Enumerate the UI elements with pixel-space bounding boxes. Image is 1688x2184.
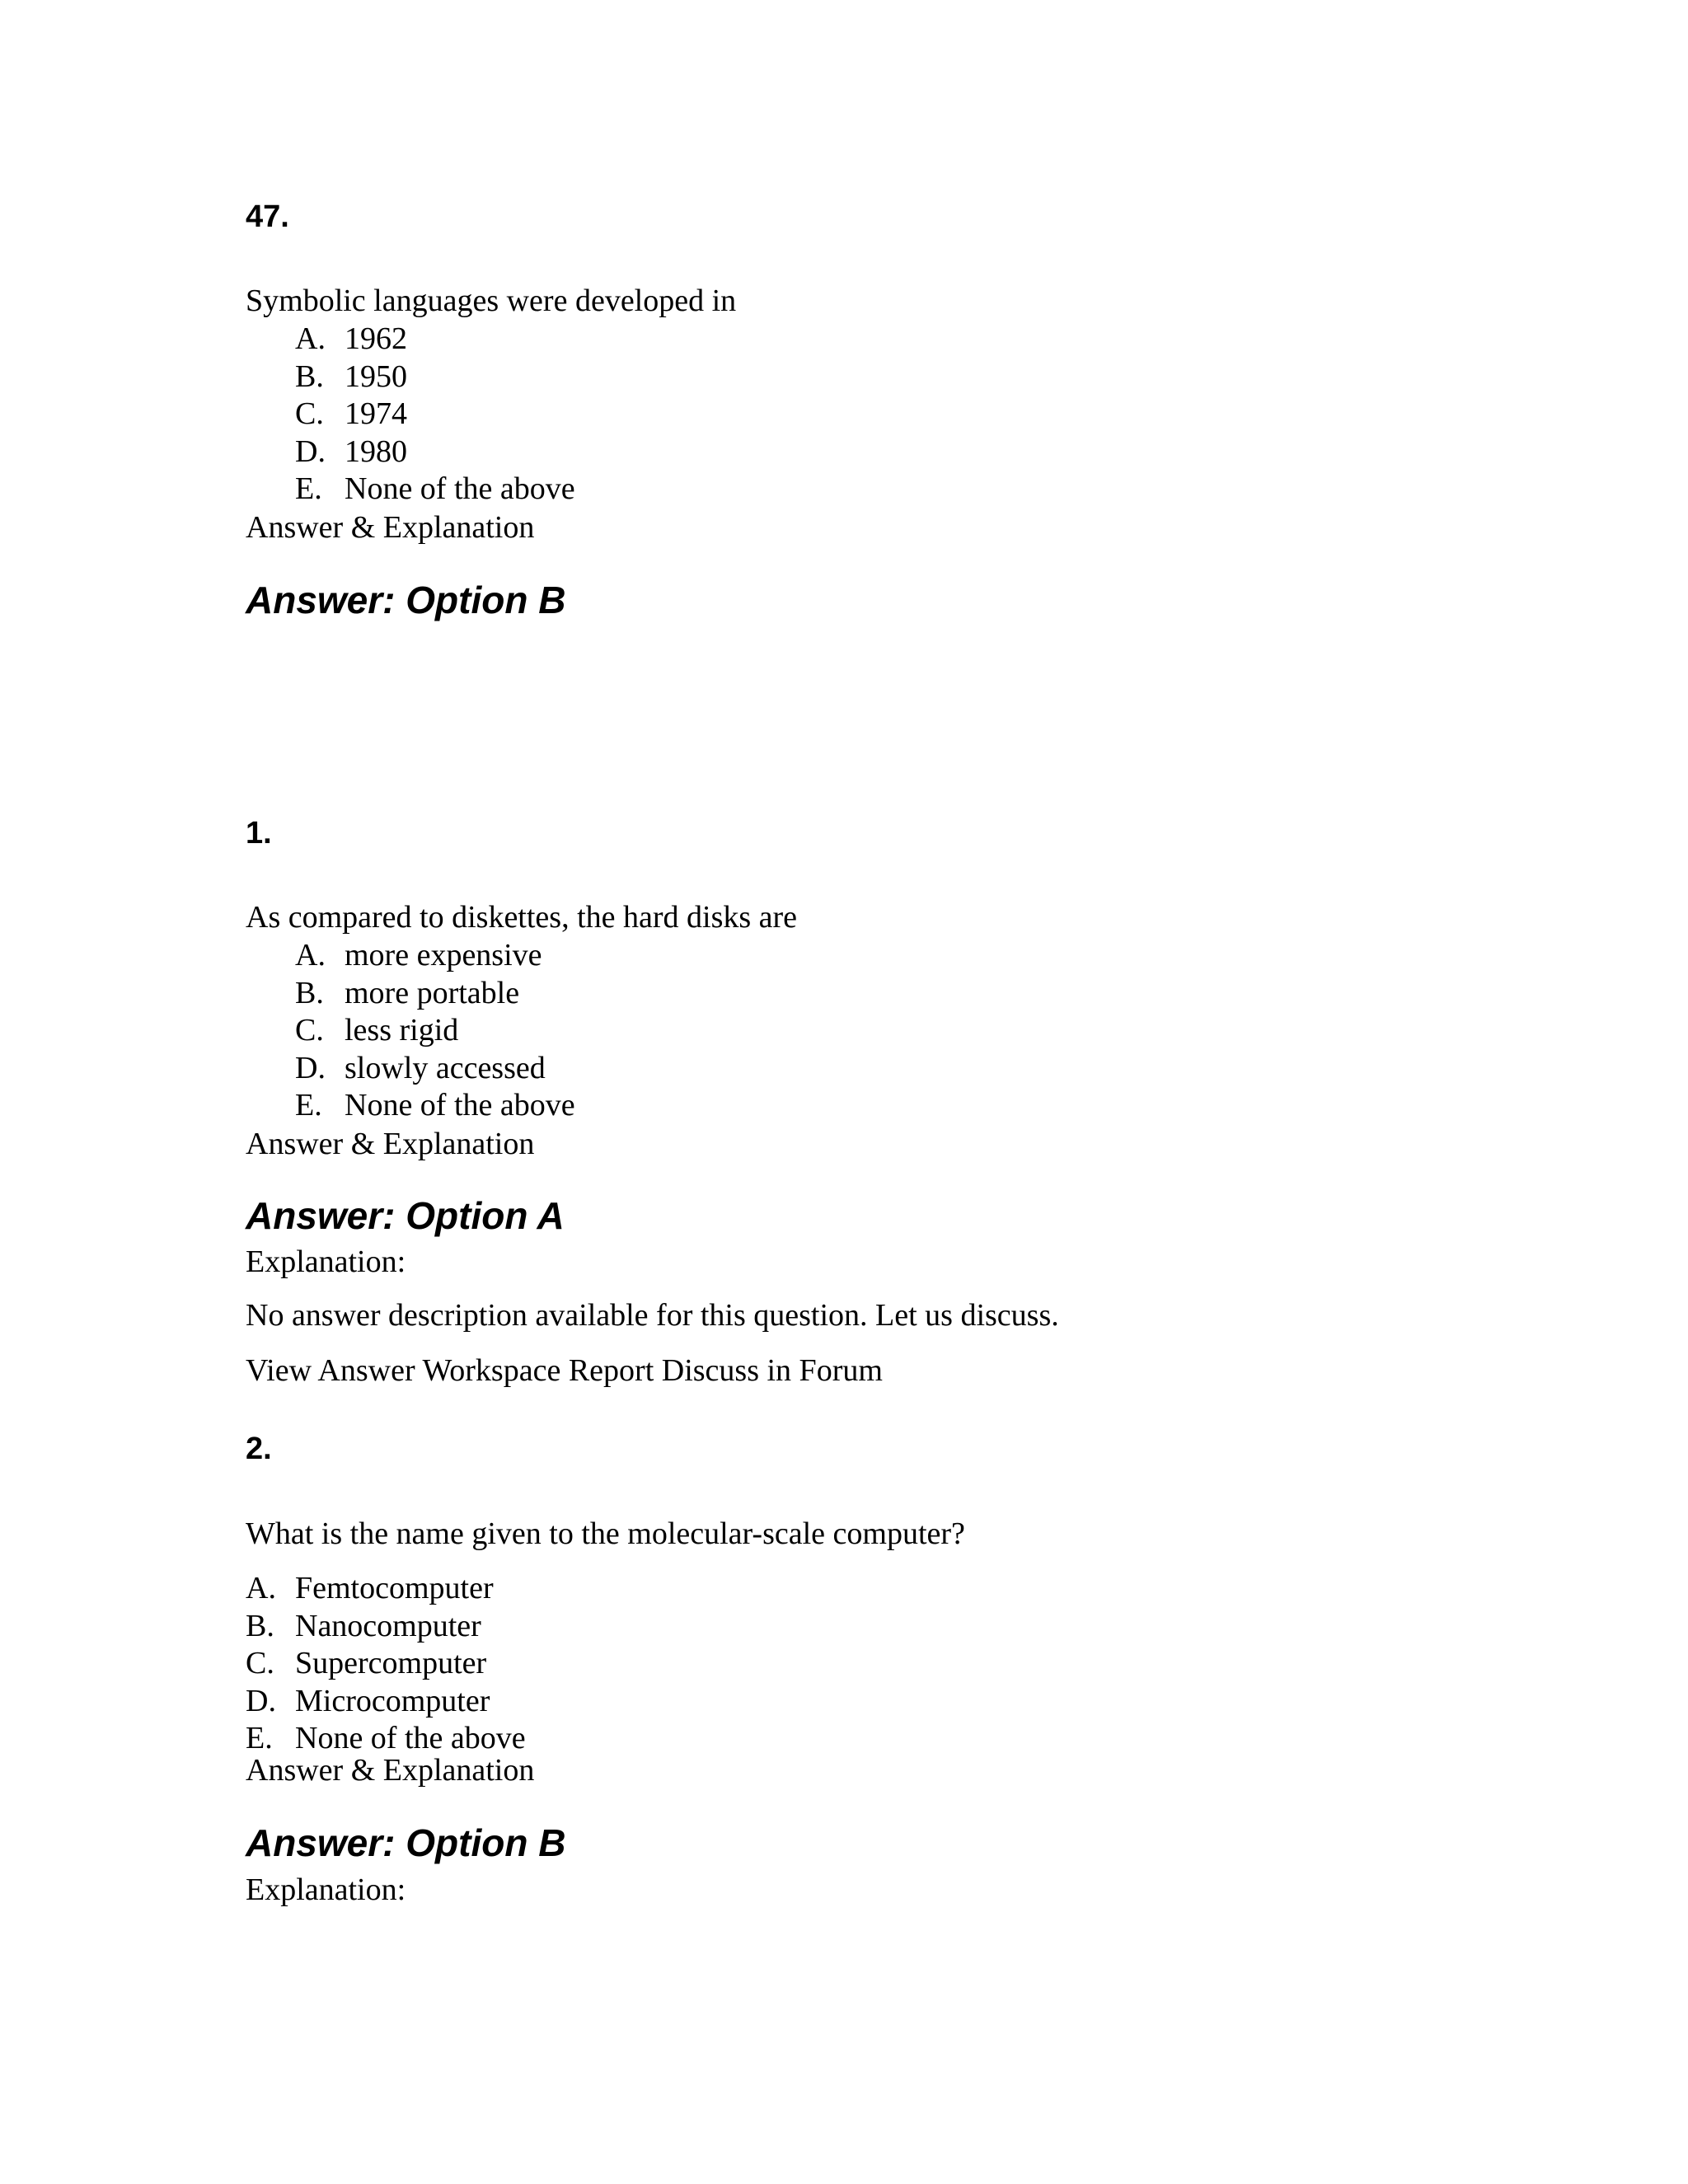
option-letter: B. — [295, 359, 324, 394]
option-letter: B. — [295, 975, 324, 1010]
option-text: None of the above — [345, 471, 575, 507]
option-letter: A. — [295, 938, 326, 972]
question-number: 2. — [246, 1432, 272, 1466]
question-text: Symbolic languages were developed in — [246, 284, 737, 318]
question-text: What is the name given to the molecular-scale computer? — [246, 1516, 965, 1551]
option-letter: C. — [295, 396, 324, 432]
option-text: Microcomputer — [295, 1683, 490, 1718]
option-letter: D. — [295, 1050, 326, 1085]
question-text: As compared to diskettes, the hard disks are — [246, 900, 798, 935]
option-text: None of the above — [345, 1088, 575, 1123]
option-text: Nanocomputer — [295, 1608, 481, 1643]
option-text: Supercomputer — [295, 1646, 487, 1681]
workspace-link[interactable]: Workspace — [422, 1353, 561, 1388]
answer-explanation-link[interactable]: Answer & Explanation — [246, 1127, 535, 1161]
option-letter: C. — [246, 1646, 274, 1681]
answer-heading: Answer: Option A — [246, 1194, 565, 1237]
view-answer-link[interactable]: View Answer — [246, 1353, 415, 1388]
option-letter: B. — [246, 1608, 274, 1643]
discuss-forum-link[interactable]: Discuss in Forum — [661, 1353, 883, 1388]
option-letter: E. — [295, 471, 322, 507]
option-letter: C. — [295, 1013, 324, 1048]
question-number: 47. — [246, 199, 289, 234]
explanation-label: Explanation: — [246, 1872, 406, 1907]
question-number: 1. — [246, 816, 272, 851]
report-link[interactable]: Report — [568, 1353, 654, 1388]
explanation-text: No answer description available for this question. Let us discuss. — [246, 1298, 1059, 1333]
option-text: Femtocomputer — [295, 1571, 494, 1605]
option-letter: D. — [246, 1683, 276, 1718]
question-actions — [246, 1352, 883, 1390]
option-text: 1962 — [345, 321, 407, 356]
option-text: more portable — [345, 975, 520, 1010]
option-letter: A. — [295, 321, 326, 356]
option-text: more expensive — [345, 938, 542, 972]
option-text: slowly accessed — [345, 1050, 546, 1085]
option-text: None of the above — [295, 1721, 526, 1756]
option-text: 1980 — [345, 434, 407, 469]
explanation-label: Explanation: — [246, 1244, 406, 1279]
option-letter: E. — [246, 1721, 273, 1756]
option-letter: E. — [295, 1088, 322, 1123]
answer-heading: Answer: Option B — [246, 1821, 566, 1864]
option-text: less rigid — [345, 1013, 459, 1048]
option-text: 1974 — [345, 396, 407, 432]
option-letter: A. — [246, 1571, 276, 1605]
answer-explanation-link[interactable]: Answer & Explanation — [246, 510, 535, 545]
answer-heading: Answer: Option B — [246, 579, 566, 621]
option-text: 1950 — [345, 359, 407, 394]
answer-explanation-link[interactable]: Answer & Explanation — [246, 1753, 535, 1788]
option-letter: D. — [295, 434, 326, 469]
